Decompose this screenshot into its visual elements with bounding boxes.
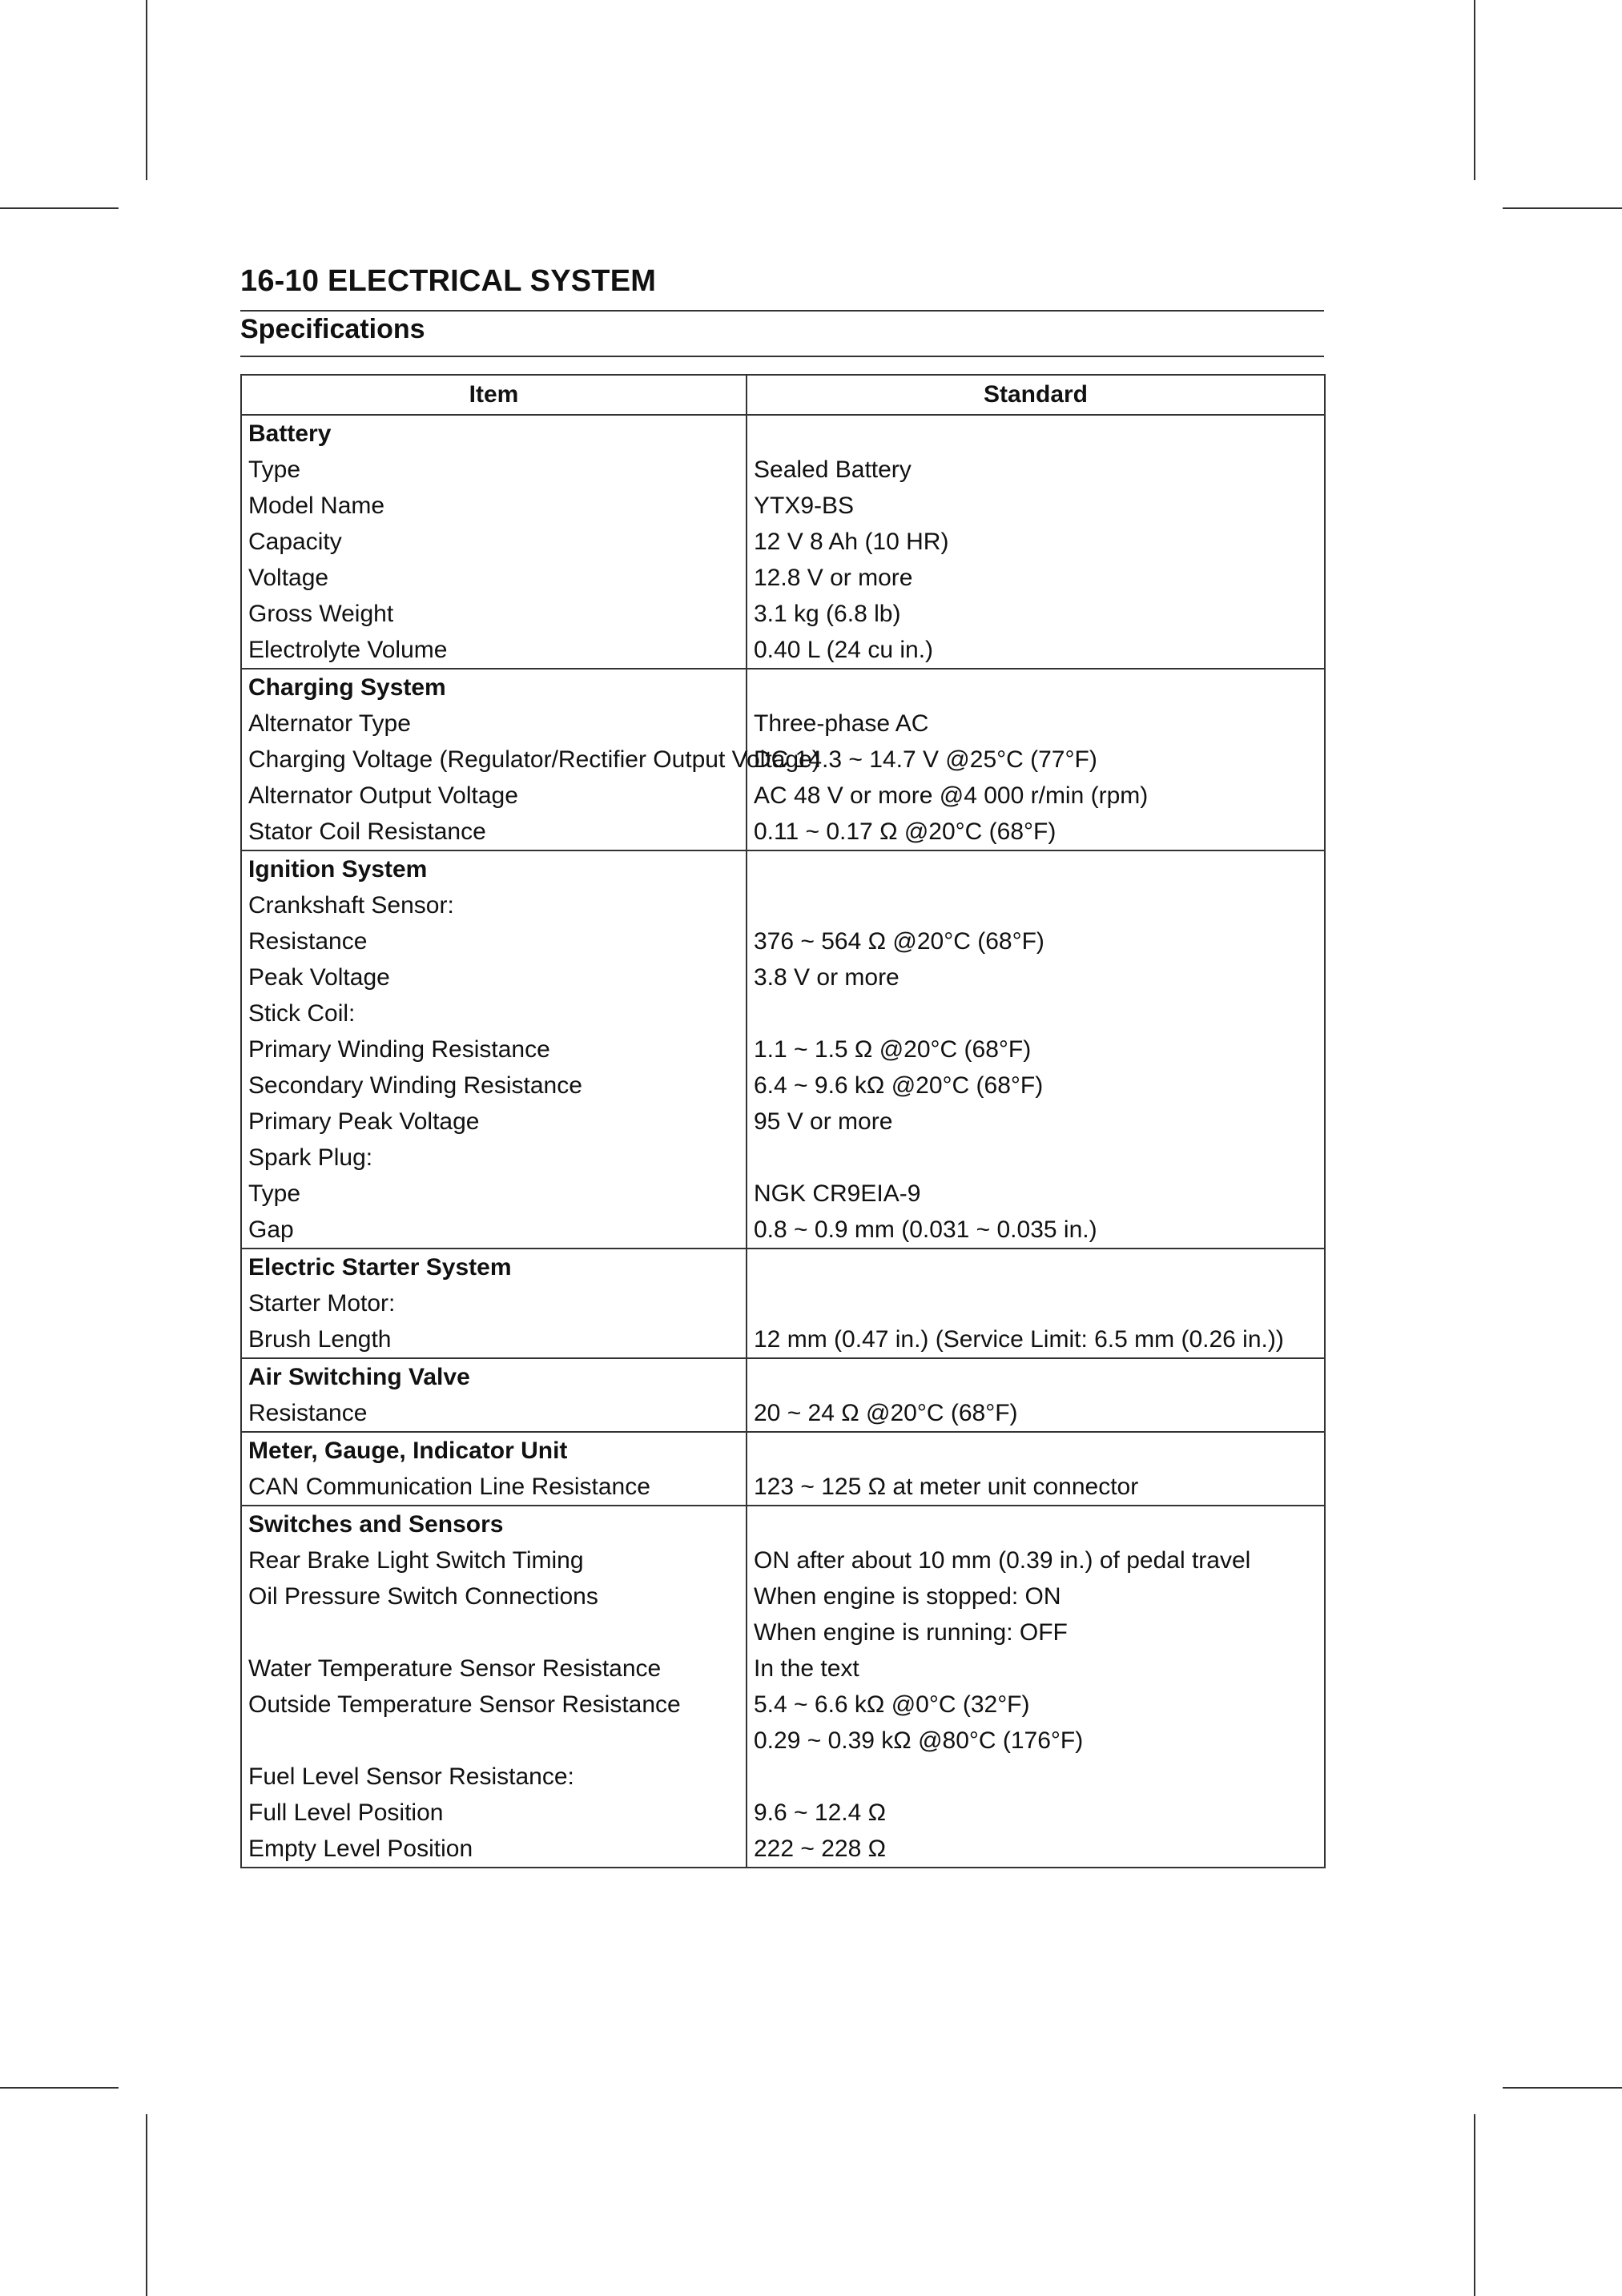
spec-item: Starter Motor: <box>241 1285 747 1321</box>
spec-value: 1.1 ~ 1.5 Ω @20°C (68°F) <box>747 1031 1325 1068</box>
spec-item: Spark Plug: <box>241 1140 747 1176</box>
spec-value: 0.8 ~ 0.9 mm (0.031 ~ 0.035 in.) <box>747 1212 1325 1249</box>
spec-value: 6.4 ~ 9.6 kΩ @20°C (68°F) <box>747 1068 1325 1104</box>
spec-item: Crankshaft Sensor: <box>241 887 747 923</box>
table-row <box>241 1432 1325 1469</box>
crop-mark <box>0 2087 119 2089</box>
page-header <box>240 0 1324 368</box>
crop-mark <box>1474 0 1475 180</box>
title-rule <box>240 310 1324 312</box>
spec-value: When engine is running: OFF <box>747 1614 1325 1651</box>
table-row <box>241 887 1325 923</box>
spec-value: When engine is stopped: ON <box>747 1578 1325 1614</box>
table-row <box>241 1358 1325 1395</box>
spec-value: 123 ~ 125 Ω at meter unit connector <box>747 1469 1325 1506</box>
spec-item: Outside Temperature Sensor Resistance <box>241 1687 747 1723</box>
table-row <box>241 1395 1325 1432</box>
spec-item: Stick Coil: <box>241 995 747 1031</box>
section-rule <box>240 356 1324 357</box>
spec-value <box>747 1432 1325 1469</box>
spec-value: 3.1 kg (6.8 lb) <box>747 596 1325 632</box>
table-row <box>241 1285 1325 1321</box>
table-row <box>241 1651 1325 1687</box>
spec-item: Voltage <box>241 560 747 596</box>
spec-value: 376 ~ 564 Ω @20°C (68°F) <box>747 923 1325 959</box>
spec-item: Brush Length <box>241 1321 747 1358</box>
crop-mark <box>0 207 119 209</box>
table-row <box>241 524 1325 560</box>
crop-mark <box>1474 2114 1475 2296</box>
table-row <box>241 1759 1325 1795</box>
table-row <box>241 1506 1325 1542</box>
table-row <box>241 1578 1325 1614</box>
spec-item: Water Temperature Sensor Resistance <box>241 1651 747 1687</box>
group-heading: Electric Starter System <box>241 1249 747 1285</box>
table-row <box>241 1176 1325 1212</box>
table-row <box>241 560 1325 596</box>
spec-value <box>747 995 1325 1031</box>
spec-value: ON after about 10 mm (0.39 in.) of pedal travel <box>747 1542 1325 1578</box>
section-title: Specifications <box>240 314 425 344</box>
table-row <box>241 814 1325 850</box>
spec-item: Primary Winding Resistance <box>241 1031 747 1068</box>
spec-item: Resistance <box>241 1395 747 1432</box>
table-row <box>241 1831 1325 1868</box>
table-row <box>241 596 1325 632</box>
table-header-row <box>241 375 1325 415</box>
spec-value: 3.8 V or more <box>747 959 1325 995</box>
group-heading: Charging System <box>241 669 747 706</box>
spec-value: NGK CR9EIA-9 <box>747 1176 1325 1212</box>
spec-item: Peak Voltage <box>241 959 747 995</box>
spec-item: Capacity <box>241 524 747 560</box>
spec-item: Model Name <box>241 488 747 524</box>
spec-value <box>747 1506 1325 1542</box>
spec-value: Sealed Battery <box>747 452 1325 488</box>
spec-value: DC 14.3 ~ 14.7 V @25°C (77°F) <box>747 742 1325 778</box>
spec-value: 0.29 ~ 0.39 kΩ @80°C (176°F) <box>747 1723 1325 1759</box>
table-body <box>241 415 1325 1868</box>
table-row <box>241 1321 1325 1358</box>
spec-item: Resistance <box>241 923 747 959</box>
spec-value <box>747 1140 1325 1176</box>
crop-mark <box>1503 2087 1622 2089</box>
group-heading: Ignition System <box>241 850 747 887</box>
group-heading: Battery <box>241 415 747 452</box>
spec-value: 5.4 ~ 6.6 kΩ @0°C (32°F) <box>747 1687 1325 1723</box>
spec-value: 12 V 8 Ah (10 HR) <box>747 524 1325 560</box>
table-row <box>241 1249 1325 1285</box>
spec-item: Type <box>241 452 747 488</box>
table-row <box>241 632 1325 669</box>
spec-value: AC 48 V or more @4 000 r/min (rpm) <box>747 778 1325 814</box>
spec-value: 0.40 L (24 cu in.) <box>747 632 1325 669</box>
spec-value: 0.11 ~ 0.17 Ω @20°C (68°F) <box>747 814 1325 850</box>
table-row <box>241 1687 1325 1723</box>
spec-item: Charging Voltage (Regulator/Rectifier Output Voltage) <box>241 742 747 778</box>
table-row <box>241 1614 1325 1651</box>
table-row <box>241 742 1325 778</box>
table-row <box>241 1469 1325 1506</box>
spec-item: Fuel Level Sensor Resistance: <box>241 1759 747 1795</box>
table-row <box>241 1104 1325 1140</box>
table-row <box>241 1542 1325 1578</box>
spec-item: CAN Communication Line Resistance <box>241 1469 747 1506</box>
spec-value: Three-phase AC <box>747 706 1325 742</box>
group-heading: Air Switching Valve <box>241 1358 747 1395</box>
column-header-item: Item <box>241 375 747 415</box>
spec-value <box>747 1358 1325 1395</box>
spec-value <box>747 415 1325 452</box>
spec-item: Primary Peak Voltage <box>241 1104 747 1140</box>
table-row <box>241 1068 1325 1104</box>
table-row <box>241 995 1325 1031</box>
spec-value <box>747 887 1325 923</box>
spec-value: YTX9-BS <box>747 488 1325 524</box>
table-row <box>241 669 1325 706</box>
table-row <box>241 959 1325 995</box>
crop-mark <box>1503 207 1622 209</box>
spec-value: In the text <box>747 1651 1325 1687</box>
spec-value: 222 ~ 228 Ω <box>747 1831 1325 1868</box>
spec-value <box>747 669 1325 706</box>
table-row <box>241 1140 1325 1176</box>
table-row <box>241 923 1325 959</box>
spec-item <box>241 1614 747 1651</box>
spec-item: Stator Coil Resistance <box>241 814 747 850</box>
spec-value <box>747 1285 1325 1321</box>
spec-item: Gap <box>241 1212 747 1249</box>
page-title: 16-10 ELECTRICAL SYSTEM <box>240 264 657 298</box>
spec-value: 12 mm (0.47 in.) (Service Limit: 6.5 mm (0.26 in.)) <box>747 1321 1325 1358</box>
spec-item <box>241 1723 747 1759</box>
table-row <box>241 1795 1325 1831</box>
table-row <box>241 1031 1325 1068</box>
spec-item: Empty Level Position <box>241 1831 747 1868</box>
spec-value <box>747 850 1325 887</box>
table-row <box>241 415 1325 452</box>
group-heading: Meter, Gauge, Indicator Unit <box>241 1432 747 1469</box>
crop-mark <box>146 0 147 180</box>
table-row <box>241 488 1325 524</box>
table-row <box>241 1212 1325 1249</box>
specifications-table <box>240 374 1326 1868</box>
table-row <box>241 452 1325 488</box>
spec-item: Secondary Winding Resistance <box>241 1068 747 1104</box>
spec-value: 20 ~ 24 Ω @20°C (68°F) <box>747 1395 1325 1432</box>
spec-value <box>747 1249 1325 1285</box>
spec-item: Full Level Position <box>241 1795 747 1831</box>
spec-item: Oil Pressure Switch Connections <box>241 1578 747 1614</box>
spec-value: 95 V or more <box>747 1104 1325 1140</box>
spec-item: Gross Weight <box>241 596 747 632</box>
spec-item: Alternator Output Voltage <box>241 778 747 814</box>
group-heading: Switches and Sensors <box>241 1506 747 1542</box>
spec-item: Rear Brake Light Switch Timing <box>241 1542 747 1578</box>
spec-value: 9.6 ~ 12.4 Ω <box>747 1795 1325 1831</box>
table-row <box>241 1723 1325 1759</box>
table-row <box>241 850 1325 887</box>
spec-item: Alternator Type <box>241 706 747 742</box>
crop-mark <box>146 2114 147 2296</box>
spec-value <box>747 1759 1325 1795</box>
table-row <box>241 778 1325 814</box>
spec-item: Electrolyte Volume <box>241 632 747 669</box>
table-row <box>241 706 1325 742</box>
spec-item: Type <box>241 1176 747 1212</box>
column-header-standard: Standard <box>747 375 1325 415</box>
spec-value: 12.8 V or more <box>747 560 1325 596</box>
